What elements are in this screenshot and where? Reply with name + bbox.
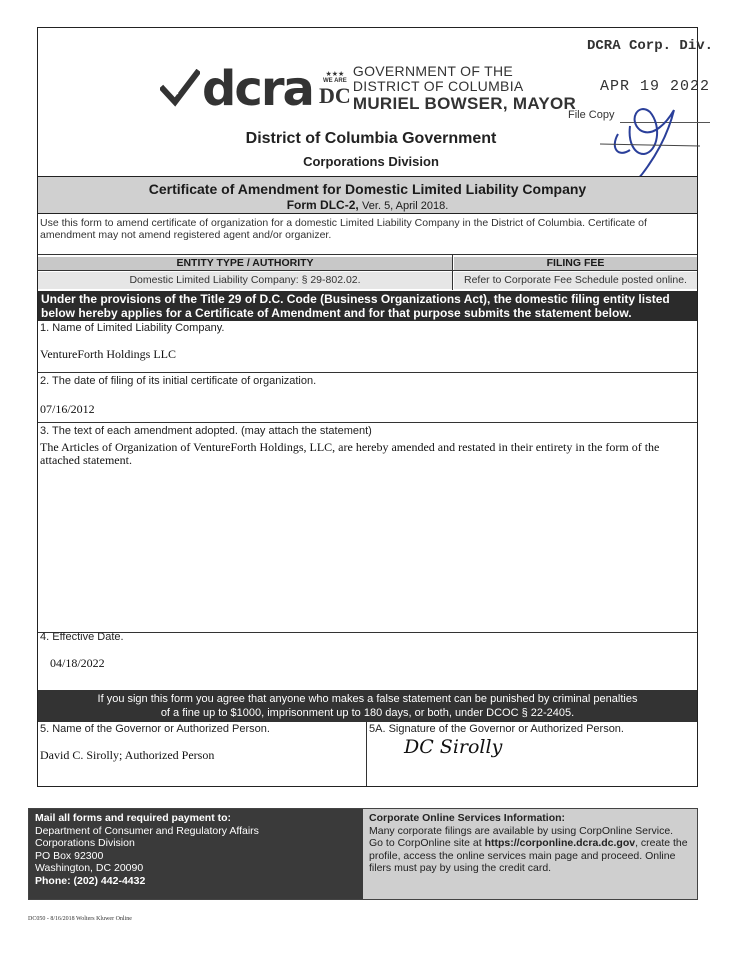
online-title: Corporate Online Services Information: <box>369 812 566 824</box>
warning-line-1: If you sign this form you agree that anyone who makes a false statement can be punished by criminal penalties <box>97 693 638 705</box>
form-code: DC050 - 8/16/2018 Wolters Kluwer Online <box>28 916 132 922</box>
signature-divider <box>366 722 367 786</box>
field-2-label: 2. The date of filing of its initial certificate of organization. <box>40 375 317 387</box>
stamp-division: DCRA Corp. Div. <box>587 38 714 54</box>
field-1-label: 1. Name of Limited Liability Company. <box>40 322 225 334</box>
field-4-label: 4. Effective Date. <box>40 631 124 643</box>
logo-wordmark: dcra <box>202 60 313 117</box>
we-are-label: WE ARE <box>322 77 347 84</box>
form-title: Certificate of Amendment for Domestic Limited Liability Company <box>148 181 587 197</box>
field-5-label: 5. Name of the Governor or Authorized Person. <box>40 723 270 735</box>
company-name-value[interactable]: VentureForth Holdings LLC <box>40 347 176 361</box>
provisions-statement: Under the provisions of the Title 29 of D.C. Code (Business Organizations Act), the domestic filing entity listed below hereby applies for a Certificate of Amendment and for that purpose submits the statement below. <box>38 291 697 321</box>
footer-box <box>28 808 698 900</box>
filing-fee-header: FILING FEE <box>454 257 697 270</box>
divider <box>38 372 697 373</box>
title-band <box>38 176 697 214</box>
online-line-1: Many corporate filings are available by using CorpOnline Service. <box>369 824 674 837</box>
penalty-warning <box>38 690 697 722</box>
mail-line-3: PO Box 92300 <box>35 849 104 862</box>
divider <box>38 254 697 255</box>
form-number-line <box>38 198 697 212</box>
online-text-b: , create the profile, access the online services main page and proceed. Online filers must pay by using the credit card. <box>369 837 688 874</box>
authorized-person-value[interactable]: David C. Sirolly; Authorized Person <box>40 748 215 762</box>
dc-label: DC <box>318 82 351 108</box>
form-number: Form DLC-2, <box>286 198 359 212</box>
online-line-2 <box>369 837 691 875</box>
divider <box>38 422 697 423</box>
field-3-label: 3. The text of each amendment adopted. (may attach the statement) <box>40 425 372 437</box>
table-divider <box>452 255 453 290</box>
form-version: Ver. 5, April 2018. <box>362 200 449 212</box>
stamp-date: APR 19 2022 <box>600 78 711 95</box>
dc-government-heading: District of Columbia Government <box>245 130 497 147</box>
entity-type-value: Domestic Limited Liability Company: § 29-802.02. <box>38 272 452 289</box>
mail-line-4: Washington, DC 20090 <box>35 862 144 874</box>
phone-number: Phone: (202) 442-4432 <box>35 874 146 887</box>
field-5a-label: 5A. Signature of the Governor or Authorized Person. <box>369 723 624 735</box>
signature[interactable]: DC Sirolly <box>404 736 503 758</box>
stars-icon: ★★★ <box>325 70 345 78</box>
filing-fee-value: Refer to Corporate Fee Schedule posted online. <box>454 272 697 289</box>
online-info <box>363 809 697 899</box>
online-text-a: Go to CorpOnline site at <box>369 837 485 849</box>
divider <box>38 270 697 271</box>
gov-line-2: DISTRICT OF COLUMBIA <box>352 78 524 94</box>
corponline-link[interactable]: https://corponline.dcra.dc.gov <box>484 837 636 849</box>
stamp-file-copy: File Copy <box>568 109 615 121</box>
mail-line-1: Department of Consumer and Regulatory Affairs <box>35 824 259 837</box>
filing-date-value[interactable]: 07/16/2012 <box>40 402 95 416</box>
dc-seal <box>318 70 351 108</box>
entity-type-header: ENTITY TYPE / AUTHORITY <box>38 257 452 270</box>
corporations-division-heading: Corporations Division <box>303 154 439 169</box>
mayor-line: MURIEL BOWSER, MAYOR <box>352 94 577 113</box>
checkmark-icon <box>160 69 200 109</box>
government-heading <box>353 64 576 113</box>
divider <box>38 632 697 633</box>
warning-line-2: of a fine up to $1000, imprisonment up to 180 days, or both, under DCOC § 22-2405. <box>160 707 575 719</box>
mail-line-2: Corporations Division <box>35 837 135 849</box>
gov-line-1: GOVERNMENT OF THE <box>352 63 514 79</box>
mail-title: Mail all forms and required payment to: <box>35 812 232 824</box>
amendment-text-value[interactable]: The Articles of Organization of VentureForth Holdings, LLC, are hereby amended and restated in their entirety in the form of the attached statement. <box>40 440 660 467</box>
dcra-logo <box>160 60 577 117</box>
effective-date-value[interactable]: 04/18/2022 <box>50 656 105 670</box>
intro-text: Use this form to amend certificate of organization for a domestic Limited Liability Company in the District of Columbia. Certificate of amendment may not amend registered agent and/or organizer. <box>40 217 647 241</box>
mail-info <box>29 809 363 899</box>
